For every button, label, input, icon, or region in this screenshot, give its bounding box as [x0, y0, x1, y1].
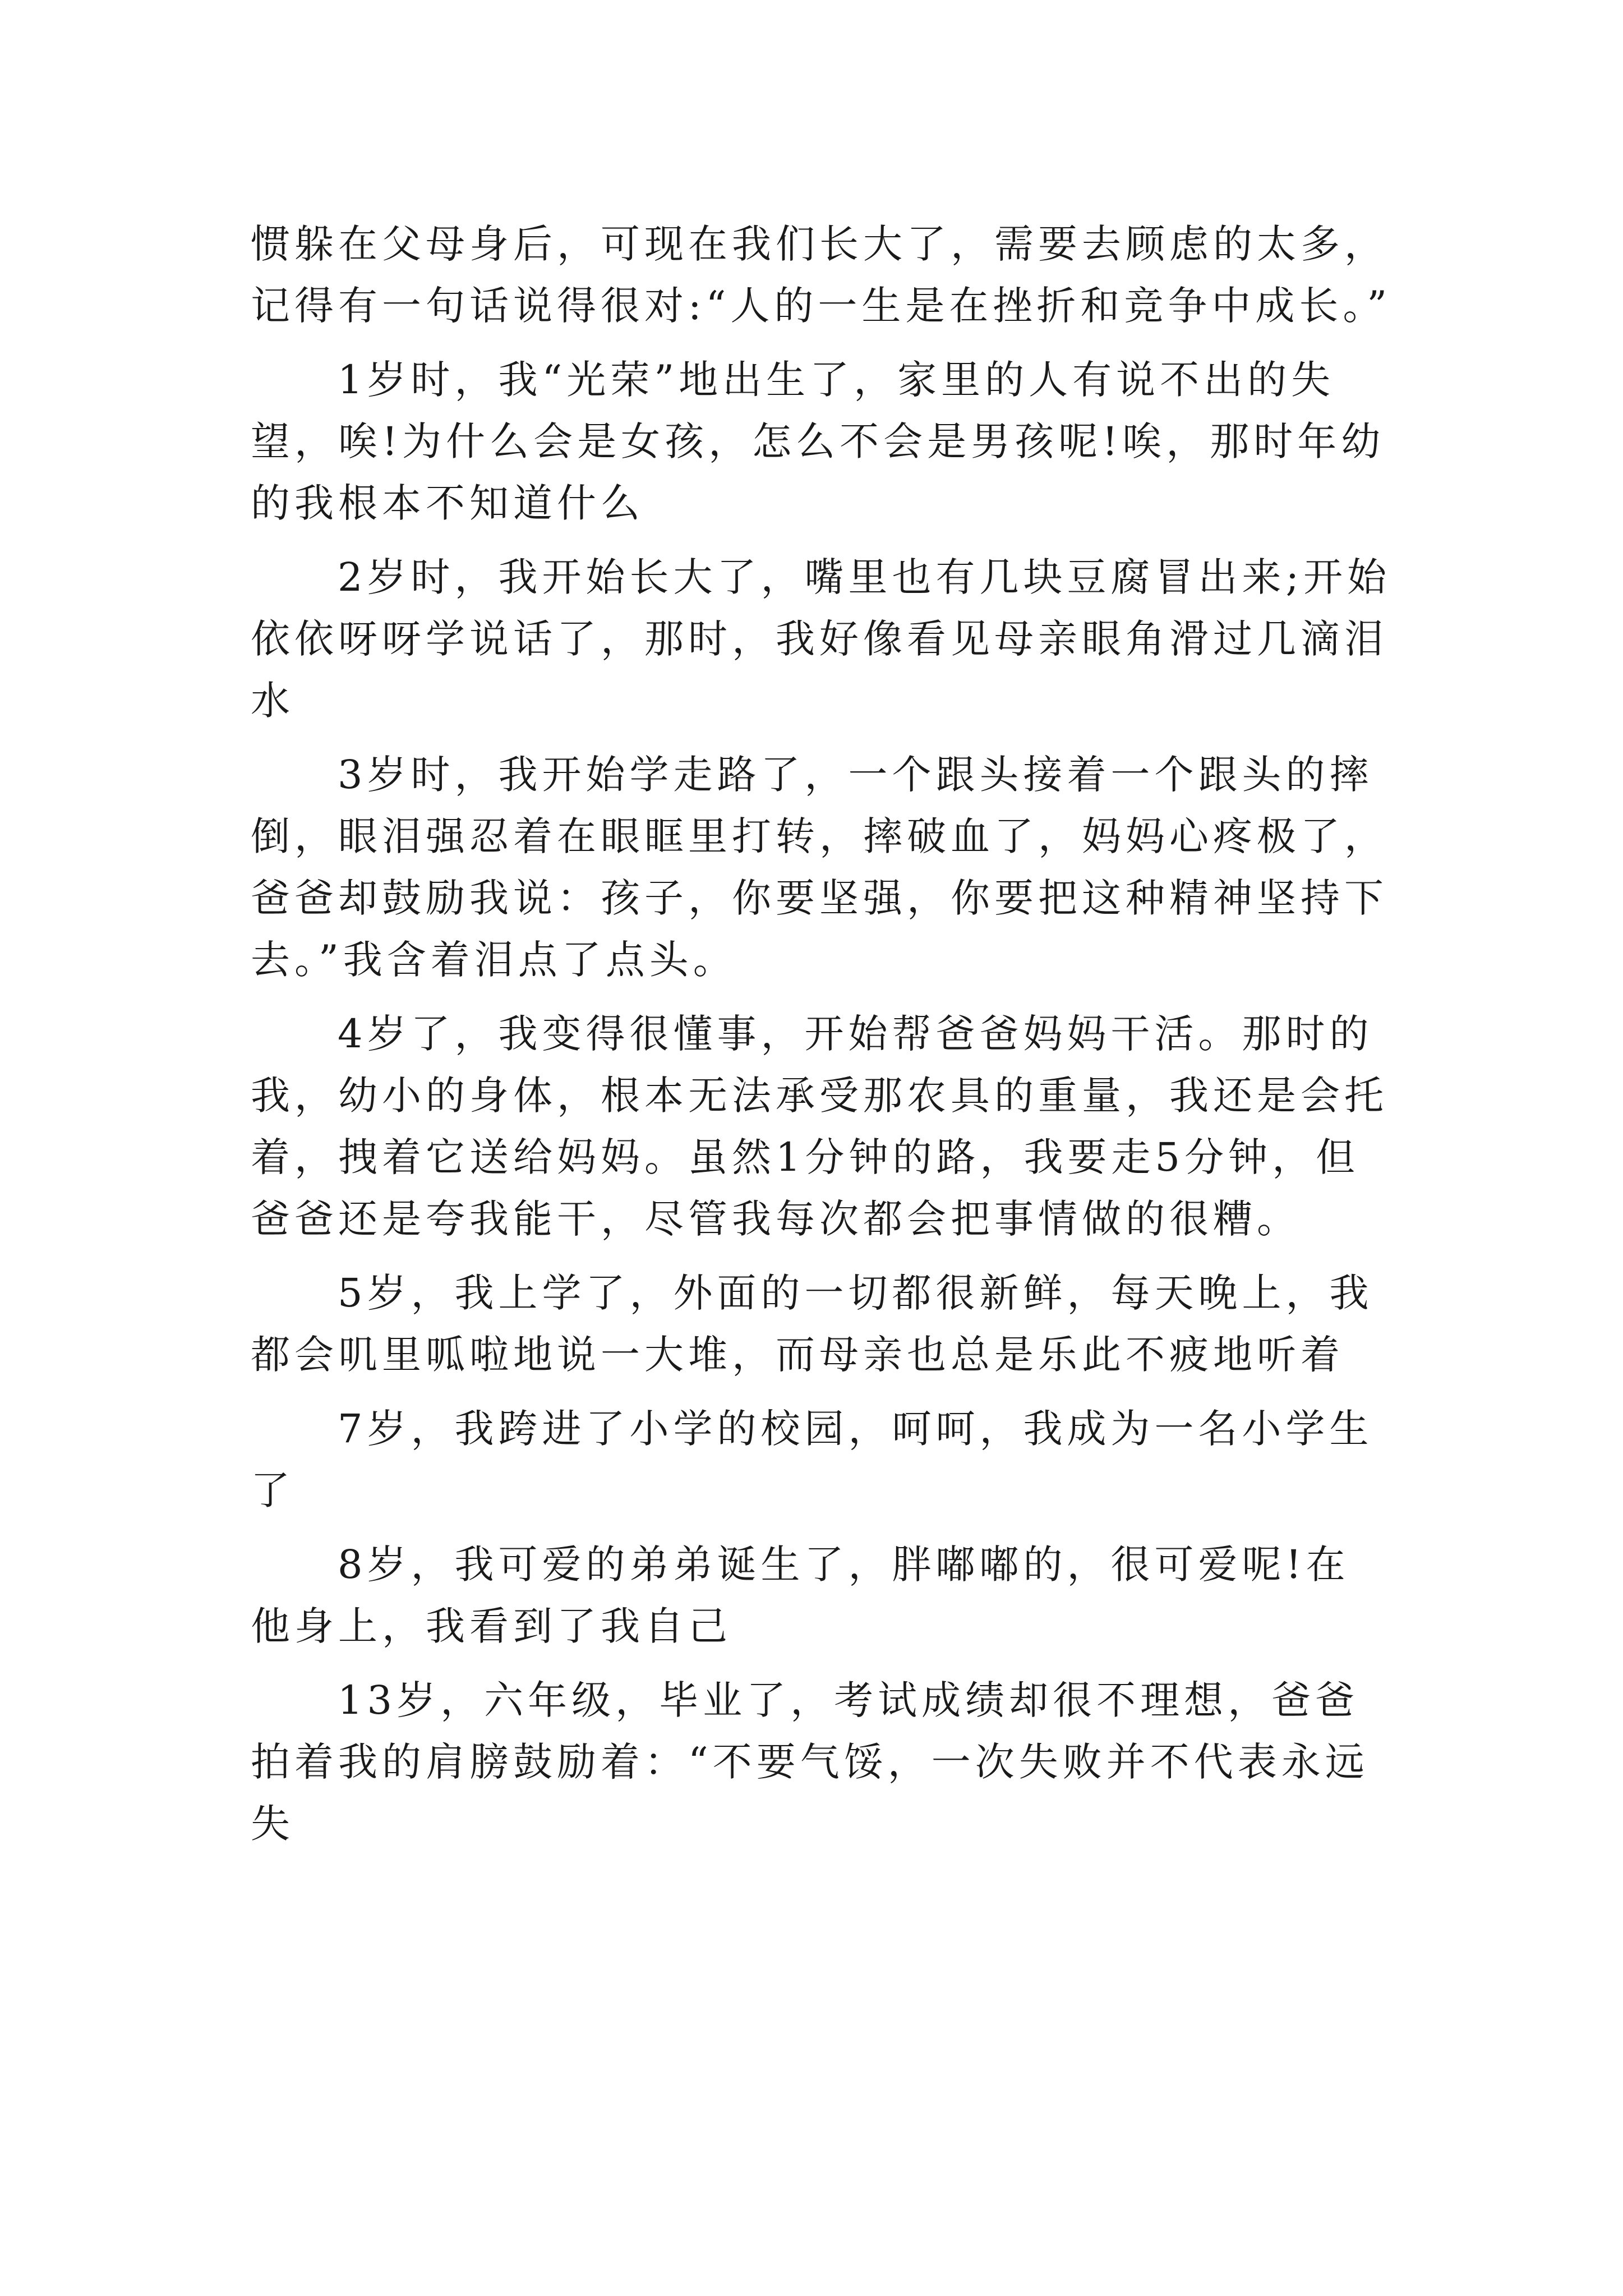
paragraph-age-3: 3岁时，我开始学走路了，一个跟头接着一个跟头的摔倒，眼泪强忍着在眼眶里打转，摔破血了，妈妈心疼极了，爸爸却鼓励我说：孩子，你要坚强，你要把这种精神坚持下去。”我含着泪点了点头。 [251, 752, 1388, 983]
paragraph-age-5: 5岁，我上学了，外面的一切都很新鲜，每天晚上，我都会叽里呱啦地说一大堆，而母亲也总是乐此不疲地听着 [251, 1270, 1373, 1378]
paragraph-age-13: 13岁，六年级，毕业了，考试成绩却很不理想，爸爸拍着我的肩膀鼓励着：“不要气馁，一次失败并不代表永远失 [251, 1677, 1369, 1847]
paragraph-age-1: 1岁时，我“光荣”地出生了，家里的人有说不出的失望，唉!为什么会是女孩，怎么不会是男孩呢!唉，那时年幼的我根本不知道什么 [251, 357, 1385, 526]
paragraph-age-4: 4岁了，我变得很懂事，开始帮爸爸妈妈干活。那时的我，幼小的身体，根本无法承受那农具的重量，我还是会托着，拽着它送给妈妈。虽然1分钟的路，我要走5分钟，但爸爸还是夸我能干，尽管我每次都会把事情做的很糟。 [251, 1011, 1388, 1242]
paragraph-age-2: 2岁时，我开始长大了，嘴里也有几块豆腐冒出来;开始依依呀呀学说话了，那时，我好像看见母亲眼角滑过几滴泪水 [251, 554, 1391, 724]
paragraph-continuation: 惯躲在父母身后，可现在我们长大了，需要去顾虑的太多，记得有一句话说得很对:“人的一生是在挫折和竞争中成长。” [251, 221, 1392, 329]
paragraph-age-7: 7岁，我跨进了小学的校园，呵呵，我成为一名小学生了 [251, 1406, 1373, 1513]
paragraph-age-8: 8岁，我可爱的弟弟诞生了，胖嘟嘟的，很可爱呢!在他身上，我看到了我自己 [251, 1542, 1350, 1649]
document-body [251, 213, 1392, 1867]
